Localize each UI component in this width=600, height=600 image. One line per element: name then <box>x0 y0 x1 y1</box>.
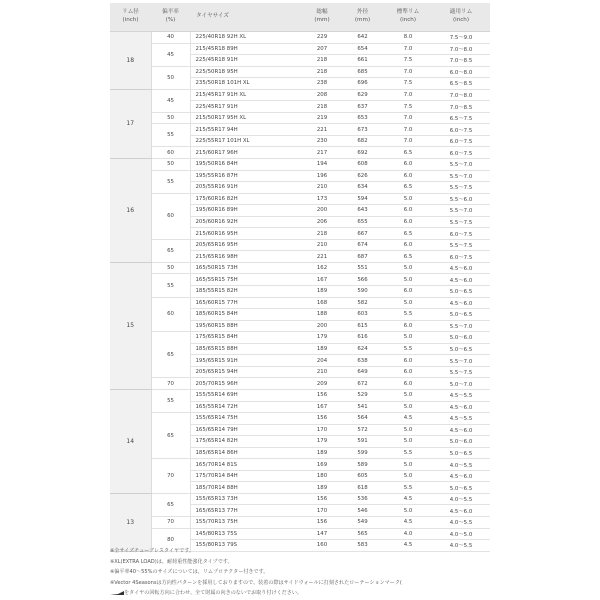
width-header: 総幅 (mm) <box>303 3 341 32</box>
app-rim-cell: 6.0〜7.5 <box>432 251 490 263</box>
width-cell: 206 <box>303 216 341 228</box>
aspect-ratio-cell: 40 <box>151 32 190 44</box>
table-row <box>110 43 490 55</box>
tire-size-cell: 215/45R17 91H XL <box>190 89 303 101</box>
aspect-ratio-cell: 50 <box>151 112 190 124</box>
width-cell: 156 <box>303 413 341 425</box>
table-body <box>110 32 490 552</box>
aspect-ratio-cell: 70 <box>151 516 190 528</box>
app-rim-cell: 5.0〜6.0 <box>432 332 490 344</box>
width-cell: 238 <box>303 78 341 90</box>
diameter-cell: 637 <box>341 101 384 113</box>
diameter-cell: 536 <box>341 493 384 505</box>
app-rim-cell: 4.0〜5.0 <box>432 528 490 540</box>
width-cell: 204 <box>303 355 341 367</box>
tire-size-cell: 235/50R18 101H XL <box>190 78 303 90</box>
tire-size-cell: 215/50R17 95H XL <box>190 112 303 124</box>
aspect-ratio-cell: 60 <box>151 193 190 239</box>
app-rim-cell: 7.0〜8.5 <box>432 55 490 67</box>
std-rim-cell: 5.0 <box>384 505 432 517</box>
std-rim-cell: 6.0 <box>384 216 432 228</box>
width-cell: 189 <box>303 343 341 355</box>
std-rim-cell: 5.0 <box>384 193 432 205</box>
app-rim-cell: 7.0〜8.5 <box>432 101 490 113</box>
tire-size-table <box>110 3 490 552</box>
width-cell: 207 <box>303 43 341 55</box>
note-extra-load: ※XL(EXTRA LOAD)は、耐荷重性能強化タイプです。 <box>110 558 233 565</box>
diameter-cell: 594 <box>341 193 384 205</box>
tire-size-cell: 165/65R13 77H <box>190 505 303 517</box>
app-rim-cell: 6.0〜7.5 <box>432 124 490 136</box>
app-rim-cell: 6.0〜7.5 <box>432 147 490 159</box>
app-rim-cell: 4.5〜6.0 <box>432 470 490 482</box>
aspect-ratio-cell: 70 <box>151 459 190 494</box>
table-row <box>110 32 490 44</box>
std-rim-cell: 6.5 <box>384 147 432 159</box>
aspect-ratio-cell: 65 <box>151 493 190 516</box>
std-rim-cell: 6.0 <box>384 286 432 298</box>
width-cell: 200 <box>303 205 341 217</box>
tire-size-cell: 205/70R15 96H <box>190 378 303 390</box>
app-rim-cell: 5.0〜6.5 <box>432 482 490 494</box>
diameter-cell: 529 <box>341 389 384 401</box>
tire-size-cell: 175/65R14 82H <box>190 436 303 448</box>
table-row <box>110 112 490 124</box>
diameter-cell: 572 <box>341 424 384 436</box>
table-row <box>110 413 490 425</box>
width-cell: 156 <box>303 516 341 528</box>
std-rim-cell: 7.0 <box>384 66 432 78</box>
diameter-cell: 615 <box>341 320 384 332</box>
std-rim-cell: 6.0 <box>384 170 432 182</box>
note-rim-protector: ※偏平率40〜55%のサイズについては、リムプロテクター付きです。 <box>110 569 269 575</box>
width-cell: 170 <box>303 424 341 436</box>
diameter-cell: 616 <box>341 332 384 344</box>
tire-size-table-container <box>110 3 490 552</box>
diameter-cell: 549 <box>341 516 384 528</box>
diameter-cell: 626 <box>341 170 384 182</box>
width-cell: 218 <box>303 101 341 113</box>
app-rim-cell: 4.0〜5.5 <box>432 516 490 528</box>
app-rim-cell: 4.5〜6.0 <box>432 274 490 286</box>
tire-size-cell: 165/50R15 73H <box>190 262 303 274</box>
app-rim-cell: 7.0〜8.0 <box>432 43 490 55</box>
diameter-cell: 687 <box>341 251 384 263</box>
std-rim-cell: 4.5 <box>384 540 432 552</box>
std-rim-cell: 5.0 <box>384 389 432 401</box>
aspect-ratio-cell: 50 <box>151 66 190 89</box>
std-rim-cell: 4.0 <box>384 528 432 540</box>
rim-diameter-cell: 15 <box>110 262 151 389</box>
table-row <box>110 459 490 471</box>
tire-size-cell: 215/45R18 89H <box>190 43 303 55</box>
app-rim-cell: 5.0〜6.5 <box>432 343 490 355</box>
std-rim-cell: 5.0 <box>384 401 432 413</box>
diameter-cell: 564 <box>341 413 384 425</box>
width-cell: 189 <box>303 286 341 298</box>
app-rim-cell: 6.0〜7.5 <box>432 135 490 147</box>
app-rim-cell: 4.0〜5.5 <box>432 493 490 505</box>
tire-size-cell: 195/55R16 87H <box>190 170 303 182</box>
footnotes <box>110 546 495 599</box>
table-row <box>110 389 490 401</box>
app-rim-cell: 4.5〜6.0 <box>432 424 490 436</box>
app-rim-cell: 5.5〜7.0 <box>432 159 490 171</box>
width-cell: 229 <box>303 32 341 44</box>
diameter-cell: 565 <box>341 528 384 540</box>
tire-size-cell: 165/55R15 75H <box>190 274 303 286</box>
note-rotation: をタイヤの回転方向に合わせ、全て財属の向きのないでお取り付けください。 <box>110 588 495 599</box>
app-rim-header: 適用リム (inch) <box>432 3 490 32</box>
std-rim-cell: 5.5 <box>384 447 432 459</box>
app-rim-cell: 6.0〜7.5 <box>432 228 490 240</box>
width-cell: 230 <box>303 135 341 147</box>
width-cell: 156 <box>303 493 341 505</box>
app-rim-cell: 5.0〜6.5 <box>432 286 490 298</box>
diameter-cell: 654 <box>341 43 384 55</box>
note-tubeless: ※全サイズチューブレスタイヤです。 <box>110 548 194 554</box>
diameter-cell: 599 <box>341 447 384 459</box>
rim-diameter-cell: 16 <box>110 159 151 263</box>
diameter-cell: 634 <box>341 182 384 194</box>
aspect-ratio-cell: 50 <box>151 262 190 274</box>
rim-diameter-cell: 14 <box>110 389 151 493</box>
width-cell: 170 <box>303 505 341 517</box>
aspect-ratio-cell: 60 <box>151 297 190 332</box>
app-rim-cell: 4.5〜5.5 <box>432 389 490 401</box>
diameter-cell: 583 <box>341 540 384 552</box>
width-cell: 169 <box>303 459 341 471</box>
tire-size-cell: 205/55R16 91H <box>190 182 303 194</box>
app-rim-cell: 4.5〜6.0 <box>432 297 490 309</box>
rim-diameter-cell: 18 <box>110 32 151 90</box>
table-row <box>110 159 490 171</box>
width-cell: 179 <box>303 436 341 448</box>
app-rim-cell: 4.5〜6.0 <box>432 505 490 517</box>
diameter-cell: 629 <box>341 89 384 101</box>
app-rim-cell: 5.5〜7.0 <box>432 355 490 367</box>
app-rim-cell: 5.5〜7.5 <box>432 239 490 251</box>
tire-size-cell: 195/60R15 88H <box>190 320 303 332</box>
std-rim-cell: 6.0 <box>384 378 432 390</box>
table-row <box>110 124 490 136</box>
width-cell: 189 <box>303 447 341 459</box>
diameter-cell: 589 <box>341 459 384 471</box>
app-rim-cell: 4.0〜5.5 <box>432 459 490 471</box>
app-rim-cell: 5.0〜6.5 <box>432 309 490 321</box>
tire-size-cell: 185/70R14 88H <box>190 482 303 494</box>
tire-size-cell: 175/65R15 84H <box>190 332 303 344</box>
width-cell: 173 <box>303 193 341 205</box>
diameter-cell: 591 <box>341 436 384 448</box>
table-row <box>110 297 490 309</box>
width-cell: 210 <box>303 239 341 251</box>
aspect-ratio-cell: 55 <box>151 389 190 412</box>
diameter-cell: 546 <box>341 505 384 517</box>
width-cell: 221 <box>303 251 341 263</box>
std-rim-cell: 5.0 <box>384 262 432 274</box>
std-rim-cell: 4.5 <box>384 493 432 505</box>
std-rim-cell: 7.0 <box>384 135 432 147</box>
tire-size-cell: 225/50R18 95H <box>190 66 303 78</box>
std-rim-cell: 6.0 <box>384 320 432 332</box>
diameter-cell: 667 <box>341 228 384 240</box>
width-cell: 188 <box>303 309 341 321</box>
diameter-cell: 692 <box>341 147 384 159</box>
tire-size-cell: 215/60R17 96H <box>190 147 303 159</box>
aspect-ratio-cell: 65 <box>151 413 190 459</box>
tire-size-cell: 165/65R14 79H <box>190 424 303 436</box>
tire-size-cell: 195/50R16 84H <box>190 159 303 171</box>
aspect-ratio-cell: 55 <box>151 274 190 297</box>
std-rim-cell: 5.0 <box>384 297 432 309</box>
aspect-ratio-cell: 65 <box>151 239 190 262</box>
app-rim-cell: 5.5〜6.0 <box>432 193 490 205</box>
tire-size-cell: 205/65R16 95H <box>190 239 303 251</box>
width-cell: 162 <box>303 262 341 274</box>
std-rim-cell: 5.0 <box>384 470 432 482</box>
std-rim-cell: 4.5 <box>384 516 432 528</box>
diameter-cell: 624 <box>341 343 384 355</box>
aspect-ratio-cell: 65 <box>151 332 190 378</box>
width-cell: 179 <box>303 332 341 344</box>
tire-size-cell: 215/55R17 94H <box>190 124 303 136</box>
app-rim-cell: 6.5〜7.5 <box>432 112 490 124</box>
rotation-mark-icon <box>110 591 124 595</box>
table-row <box>110 516 490 528</box>
rim-header: リム径 (inch) <box>110 3 151 32</box>
diameter-cell: 653 <box>341 112 384 124</box>
width-cell: 147 <box>303 528 341 540</box>
aspect-ratio-cell: 45 <box>151 89 190 112</box>
diameter-cell: 649 <box>341 366 384 378</box>
aspect-ratio-cell: 55 <box>151 124 190 147</box>
std-rim-cell: 7.0 <box>384 112 432 124</box>
std-rim-cell: 5.0 <box>384 436 432 448</box>
diameter-cell: 608 <box>341 159 384 171</box>
table-row <box>110 66 490 78</box>
tire-size-cell: 185/65R14 86H <box>190 447 303 459</box>
tire-size-cell: 195/60R16 89H <box>190 205 303 217</box>
std-rim-header: 標準リム (inch) <box>384 3 432 32</box>
aspect-ratio-cell: 55 <box>151 170 190 193</box>
table-row <box>110 239 490 251</box>
app-rim-cell: 6.0〜8.0 <box>432 66 490 78</box>
app-rim-cell: 4.5〜5.5 <box>432 413 490 425</box>
tire-size-cell: 155/80R13 79S <box>190 540 303 552</box>
tire-size-cell: 155/65R14 75H <box>190 413 303 425</box>
width-cell: 210 <box>303 182 341 194</box>
diameter-cell: 605 <box>341 470 384 482</box>
table-row <box>110 528 490 540</box>
table-row <box>110 274 490 286</box>
table-row <box>110 332 490 344</box>
width-cell: 196 <box>303 170 341 182</box>
width-cell: 200 <box>303 320 341 332</box>
diameter-cell: 642 <box>341 32 384 44</box>
width-cell: 160 <box>303 540 341 552</box>
app-rim-cell: 5.5〜7.0 <box>432 170 490 182</box>
width-cell: 221 <box>303 124 341 136</box>
width-cell: 209 <box>303 378 341 390</box>
std-rim-cell: 6.0 <box>384 205 432 217</box>
width-cell: 218 <box>303 55 341 67</box>
app-rim-cell: 5.0〜6.5 <box>432 447 490 459</box>
width-cell: 194 <box>303 159 341 171</box>
std-rim-cell: 7.5 <box>384 55 432 67</box>
app-rim-cell: 5.5〜7.5 <box>432 216 490 228</box>
aspect-ratio-cell: 70 <box>151 378 190 390</box>
aspect-ratio-cell: 50 <box>151 159 190 171</box>
std-rim-cell: 5.0 <box>384 459 432 471</box>
app-rim-cell: 5.5〜7.5 <box>432 366 490 378</box>
diameter-cell: 618 <box>341 482 384 494</box>
std-rim-cell: 7.5 <box>384 101 432 113</box>
tire-size-cell: 155/65R13 73H <box>190 493 303 505</box>
width-cell: 218 <box>303 228 341 240</box>
width-cell: 208 <box>303 89 341 101</box>
tire-size-cell: 145/80R13 75S <box>190 528 303 540</box>
tire-size-cell: 185/55R15 82H <box>190 286 303 298</box>
app-rim-cell: 7.0〜8.0 <box>432 89 490 101</box>
std-rim-cell: 7.0 <box>384 124 432 136</box>
app-rim-cell: 5.0〜6.0 <box>432 436 490 448</box>
tire-size-cell: 155/70R13 75H <box>190 516 303 528</box>
app-rim-cell: 7.5〜9.0 <box>432 32 490 44</box>
size-header: タイヤサイズ <box>190 3 303 32</box>
tire-size-cell: 165/60R15 77H <box>190 297 303 309</box>
diameter-cell: 696 <box>341 78 384 90</box>
std-rim-cell: 5.5 <box>384 482 432 494</box>
tire-size-cell: 225/45R17 91H <box>190 101 303 113</box>
diameter-cell: 661 <box>341 55 384 67</box>
diameter-cell: 541 <box>341 401 384 413</box>
aspect-ratio-cell: 60 <box>151 147 190 159</box>
tire-size-cell: 165/70R14 81S <box>190 459 303 471</box>
table-row <box>110 89 490 101</box>
diameter-cell: 672 <box>341 378 384 390</box>
std-rim-cell: 5.5 <box>384 309 432 321</box>
tire-size-cell: 205/60R16 92H <box>190 216 303 228</box>
diameter-cell: 638 <box>341 355 384 367</box>
table-row <box>110 193 490 205</box>
width-cell: 217 <box>303 147 341 159</box>
std-rim-cell: 5.0 <box>384 424 432 436</box>
app-rim-cell: 4.5〜6.0 <box>432 262 490 274</box>
width-cell: 156 <box>303 389 341 401</box>
diameter-cell: 566 <box>341 274 384 286</box>
diameter-cell: 685 <box>341 66 384 78</box>
width-cell: 168 <box>303 297 341 309</box>
tire-size-cell: 205/65R15 94H <box>190 366 303 378</box>
rim-diameter-cell: 17 <box>110 89 151 158</box>
width-cell: 219 <box>303 112 341 124</box>
diameter-cell: 682 <box>341 135 384 147</box>
tire-size-cell: 155/55R14 69H <box>190 389 303 401</box>
tire-size-cell: 225/55R17 101H XL <box>190 135 303 147</box>
std-rim-cell: 6.5 <box>384 251 432 263</box>
std-rim-cell: 7.0 <box>384 89 432 101</box>
tire-size-cell: 215/60R16 95H <box>190 228 303 240</box>
tire-size-cell: 225/40R18 92H XL <box>190 32 303 44</box>
table-row <box>110 378 490 390</box>
rim-diameter-cell: 13 <box>110 493 151 551</box>
diameter-cell: 673 <box>341 124 384 136</box>
width-cell: 167 <box>303 274 341 286</box>
width-cell: 180 <box>303 470 341 482</box>
std-rim-cell: 4.5 <box>384 413 432 425</box>
std-rim-cell: 6.0 <box>384 159 432 171</box>
std-rim-cell: 6.0 <box>384 239 432 251</box>
diameter-cell: 582 <box>341 297 384 309</box>
app-rim-cell: 5.0〜7.0 <box>432 378 490 390</box>
std-rim-cell: 6.5 <box>384 228 432 240</box>
diameter-cell: 603 <box>341 309 384 321</box>
tire-size-cell: 165/55R14 72H <box>190 401 303 413</box>
std-rim-cell: 6.5 <box>384 182 432 194</box>
aspect-ratio-cell: 45 <box>151 43 190 66</box>
diameter-cell: 674 <box>341 239 384 251</box>
app-rim-cell: 5.5〜7.5 <box>432 182 490 194</box>
diameter-cell: 643 <box>341 205 384 217</box>
diameter-cell: 590 <box>341 286 384 298</box>
std-rim-cell: 6.0 <box>384 355 432 367</box>
std-rim-cell: 6.0 <box>384 366 432 378</box>
diameter-cell: 551 <box>341 262 384 274</box>
width-cell: 218 <box>303 66 341 78</box>
table-row <box>110 262 490 274</box>
diameter-header: 外径 (mm) <box>341 3 384 32</box>
std-rim-cell: 5.0 <box>384 332 432 344</box>
table-row <box>110 170 490 182</box>
app-rim-cell: 5.5〜7.0 <box>432 205 490 217</box>
app-rim-cell: 6.5〜8.5 <box>432 78 490 90</box>
app-rim-cell: 5.5〜7.0 <box>432 320 490 332</box>
table-row <box>110 493 490 505</box>
app-rim-cell: 4.0〜5.5 <box>432 540 490 552</box>
width-cell: 210 <box>303 366 341 378</box>
table-header-row <box>110 3 490 32</box>
tire-size-cell: 225/45R18 91H <box>190 55 303 67</box>
aspect-ratio-cell: 80 <box>151 528 190 551</box>
tire-size-cell: 215/65R16 98H <box>190 251 303 263</box>
tire-size-cell: 195/65R15 91H <box>190 355 303 367</box>
tire-size-cell: 185/65R15 88H <box>190 343 303 355</box>
app-rim-cell: 4.5〜6.0 <box>432 401 490 413</box>
std-rim-cell: 5.0 <box>384 274 432 286</box>
std-rim-cell: 5.5 <box>384 343 432 355</box>
width-cell: 189 <box>303 482 341 494</box>
std-rim-cell: 7.5 <box>384 78 432 90</box>
std-rim-cell: 8.0 <box>384 32 432 44</box>
width-cell: 167 <box>303 401 341 413</box>
tire-size-cell: 175/60R16 82H <box>190 193 303 205</box>
table-row <box>110 147 490 159</box>
note-direction: ※Vector 4Seasonsは方向性パターンを採用しておりますので、装着の際はサイドウォールに打刻されたローテーションマーク( <box>110 579 402 586</box>
tire-size-cell: 185/60R15 84H <box>190 309 303 321</box>
tire-size-cell: 175/70R14 84H <box>190 470 303 482</box>
aspect-header: 偏平率 (%) <box>151 3 190 32</box>
std-rim-cell: 7.0 <box>384 43 432 55</box>
diameter-cell: 655 <box>341 216 384 228</box>
